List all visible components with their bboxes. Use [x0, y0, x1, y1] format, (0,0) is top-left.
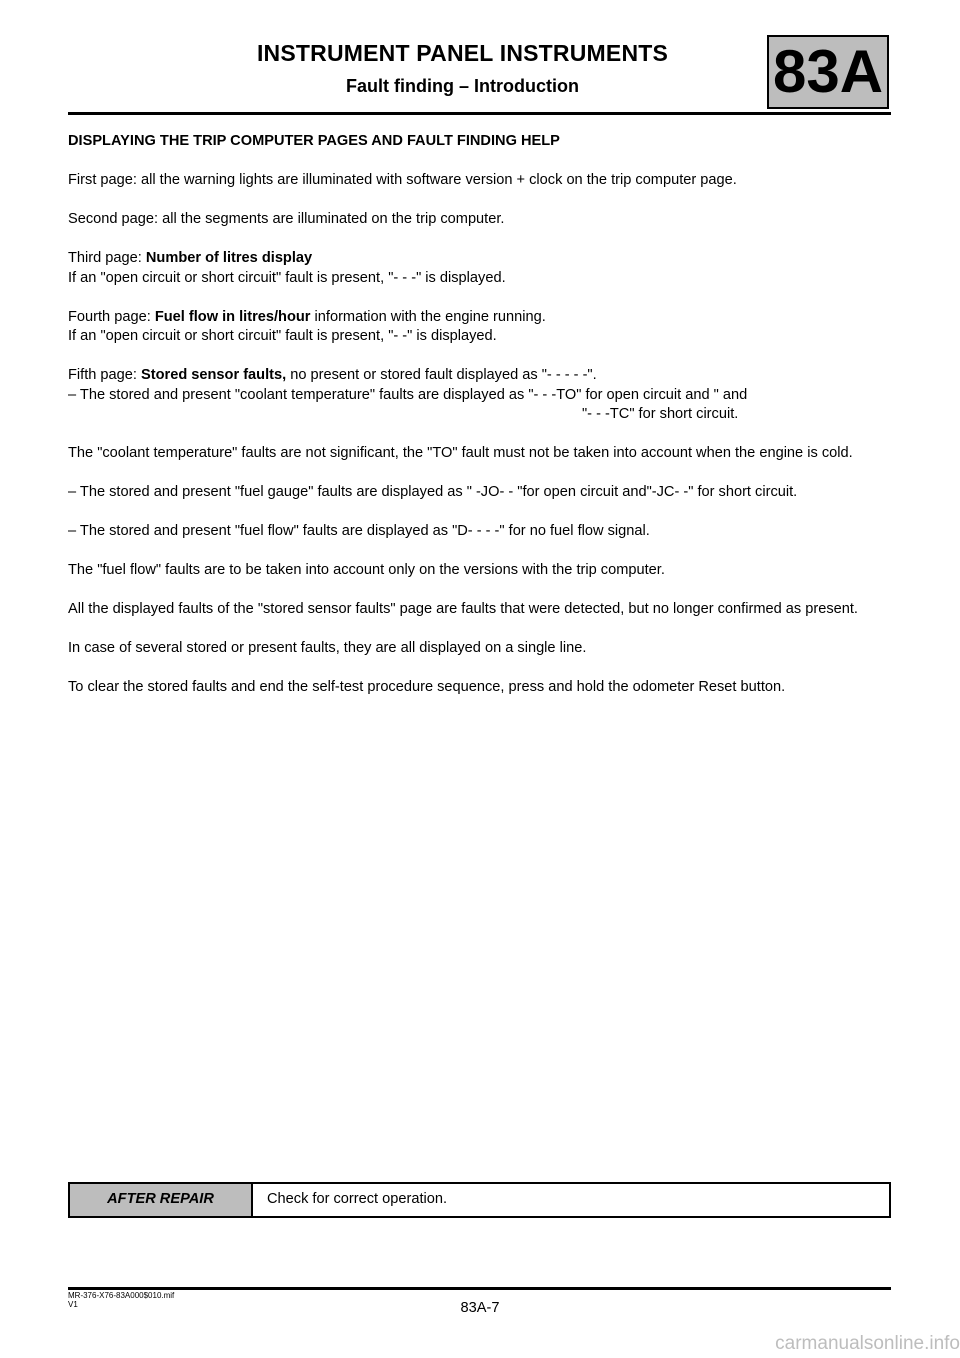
third-page-bold: Number of litres display — [145, 250, 313, 266]
coolant-dash-line: – The stored and present "coolant temperature" faults are displayed as "- - -TO" for open circuit and " and — [68, 386, 748, 403]
third-page-paragraph — [68, 249, 893, 288]
page-number: 83A-7 — [460, 1300, 500, 1316]
fourth-page-bold: Fuel flow in litres/hour — [154, 308, 311, 325]
coolant-note: The "coolant temperature" faults are not significant, the "TO" fault must not be taken into account when the engine is cold. — [68, 445, 853, 461]
after-repair-label: AFTER REPAIR — [70, 1184, 253, 1216]
section-code-badge — [767, 35, 889, 109]
third-page-line2: If an "open circuit or short circuit" fault is present, "- - -" is displayed. — [68, 269, 506, 286]
footer-file-ref: MR-376-X76-83A000$010.mif — [68, 1291, 175, 1300]
footer-divider — [68, 1287, 891, 1290]
fourth-page-prefix: Fourth page: — [68, 308, 155, 325]
fifth-page-prefix: Fifth page: — [68, 367, 142, 383]
section-code: 83A — [772, 38, 884, 105]
page-title: INSTRUMENT PANEL INSTRUMENTS — [256, 40, 669, 66]
several-faults-note: In case of several stored or present faults, they are all displayed on a single line. — [68, 640, 587, 656]
section-heading: DISPLAYING THE TRIP COMPUTER PAGES AND FAULT FINDING HELP — [68, 133, 560, 149]
main-content — [68, 132, 893, 717]
fourth-page-line2: If an "open circuit or short circuit" fault is present, "- -" is displayed. — [68, 328, 497, 344]
fifth-page-suffix: no present or stored fault displayed as "- - - - -". — [286, 367, 597, 383]
fourth-page-paragraph — [68, 308, 893, 347]
stored-faults-note: All the displayed faults of the "stored sensor faults" page are faults that were detected, but no longer confirmed as present. — [68, 601, 858, 617]
footer-version: V1 — [68, 1300, 78, 1309]
after-repair-table — [68, 1182, 891, 1218]
fourth-page-suffix: information with the engine running. — [310, 308, 546, 325]
fuel-flow-line: – The stored and present "fuel flow" faults are displayed as "D- - - -" for no fuel flow signal. — [68, 523, 650, 539]
after-repair-text: Check for correct operation. — [267, 1191, 448, 1207]
fifth-page-bold: Stored sensor faults, — [141, 367, 287, 383]
coolant-dash-line-cont: "- - -TC" for short circuit. — [582, 406, 739, 422]
fuel-gauge-line: – The stored and present "fuel gauge" faults are displayed as " -JO- - "for open circuit and"-JC- -" for short circuit. — [68, 484, 798, 500]
fuel-flow-note: The "fuel flow" faults are to be taken into account only on the versions with the trip computer. — [68, 562, 665, 578]
header-divider — [68, 112, 891, 115]
page-subtitle: Fault finding – Introduction — [346, 76, 579, 96]
first-page-paragraph: First page: all the warning lights are illuminated with software version + clock on the trip computer page. — [68, 172, 737, 188]
third-page-prefix: Third page: — [68, 250, 146, 266]
second-page-paragraph: Second page: all the segments are illuminated on the trip computer. — [68, 211, 505, 227]
clear-faults-note: To clear the stored faults and end the self-test procedure sequence, press and hold the odometer Reset button. — [68, 679, 786, 695]
watermark: carmanualsonline.info — [775, 1333, 960, 1354]
fifth-page-paragraph — [68, 366, 893, 425]
